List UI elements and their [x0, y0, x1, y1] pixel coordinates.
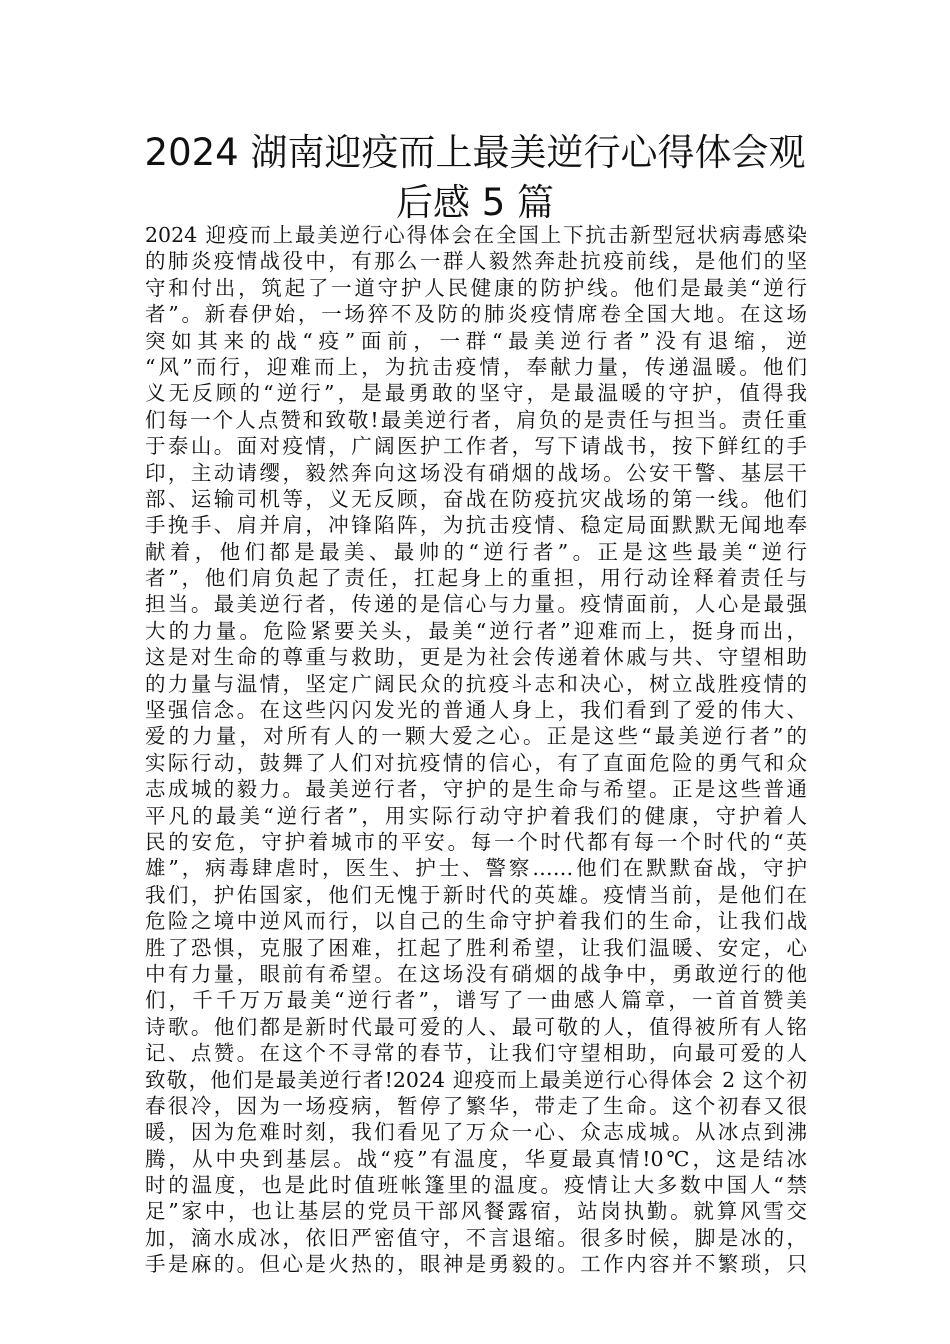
- body-line: 我们，护佑国家，他们无愧于新时代的英雄。疫情当前，是他们在: [145, 882, 807, 907]
- body-line: 的力量与温情，坚定广阔民众的抗疫斗志和决心，树立战胜疫情的: [145, 671, 807, 696]
- body-line: 献着，他们都是最美、最帅的“逆行者”。正是这些最美“逆行: [145, 539, 807, 564]
- body-line: 者”。新春伊始，一场猝不及防的肺炎疫情席卷全国大地。在这场: [145, 302, 807, 327]
- body-line: 们，千千万万最美“逆行者”，谱写了一曲感人篇章，一首首赞美: [145, 988, 807, 1013]
- body-line: 大的力量。危险紧要关头，最美“逆行者”迎难而上，挺身而出，: [145, 618, 807, 643]
- body-line: 突如其来的战“疫”面前，一群“最美逆行者”没有退缩，逆: [145, 328, 807, 353]
- body-line: 这是对生命的尊重与救助，更是为社会传递着休戚与共、守望相助: [145, 645, 807, 670]
- body-line: “风”而行，迎难而上，为抗击疫情，奉献力量，传递温暖。他们: [145, 354, 807, 379]
- body-line: 春很冷，因为一场疫病，暂停了繁华，带走了生命。这个初春又很: [145, 1093, 807, 1118]
- body-line: 们每一个人点赞和致敬!最美逆行者，肩负的是责任与担当。责任重: [145, 407, 807, 432]
- body-line: 记、点赞。在这个不寻常的春节，让我们守望相助，向最可爱的人: [145, 1041, 807, 1066]
- body-line: 于泰山。面对疫情，广阔医护工作者，写下请战书，按下鲜红的手: [145, 434, 807, 459]
- body-line: 者”，他们肩负起了责任，扛起身上的重担，用行动诠释着责任与: [145, 566, 807, 591]
- body-line: 志成城的毅力。最美逆行者，守护的是生命与希望。正是这些普通: [145, 777, 807, 802]
- body-line: 手是麻的。但心是火热的，眼神是勇毅的。工作内容并不繁琐，只: [145, 1252, 807, 1277]
- body-line: 足”家中，也让基层的党员干部风餐露宿，站岗执勤。就算风雪交: [145, 1199, 807, 1224]
- body-line: 危险之境中逆风而行，以自己的生命守护着我们的生命，让我们战: [145, 909, 807, 934]
- document-title: [130, 128, 820, 228]
- body-line: 致敬，他们是最美逆行者!2024 迎疫而上最美逆行心得体会 2 这个初: [145, 1067, 807, 1092]
- body-line: 民的安危，守护着城市的平安。每一个时代都有每一个时代的“英: [145, 829, 807, 854]
- body-line: 义无反顾的“逆行”，是最勇敢的坚守，是最温暖的守护，值得我: [145, 381, 807, 406]
- title-line: 2024 湖南迎疫而上最美逆行心得体会观: [144, 131, 806, 174]
- body-line: 坚强信念。在这些闪闪发光的普通人身上，我们看到了爱的伟大、: [145, 698, 807, 723]
- title-line: 后感 5 篇: [395, 181, 555, 224]
- body-line: 胜了恐惧，克服了困难，扛起了胜利希望，让我们温暖、安定，心: [145, 935, 807, 960]
- body-line: 手挽手、肩并肩，冲锋陷阵，为抗击疫情、稳定局面默默无闻地奉: [145, 513, 807, 538]
- body-line: 诗歌。他们都是新时代最可爱的人、最可敬的人，值得被所有人铭: [145, 1014, 807, 1039]
- body-line: 的肺炎疫情战役中，有那么一群人毅然奔赴抗疫前线，是他们的坚: [145, 249, 807, 274]
- body-line: 暖，因为危难时刻，我们看见了万众一心、众志成城。从冰点到沸: [145, 1120, 807, 1145]
- body-line: 雄”，病毒肆虐时，医生、护士、警察……他们在默默奋战，守护: [145, 856, 807, 881]
- body-line: 2024 迎疫而上最美逆行心得体会在全国上下抗击新型冠状病毒感染: [145, 223, 807, 247]
- body-line: 爱的力量，对所有人的一颗大爱之心。正是这些“最美逆行者”的: [145, 724, 807, 749]
- document-body: [145, 222, 807, 1278]
- body-line: 担当。最美逆行者，传递的是信心与力量。疫情面前，人心是最强: [145, 592, 807, 617]
- body-line: 实际行动，鼓舞了人们对抗疫情的信心，有了直面危险的勇气和众: [145, 750, 807, 775]
- body-line: 中有力量，眼前有希望。在这场没有硝烟的战争中，勇敢逆行的他: [145, 961, 807, 986]
- body-line: 时的温度，也是此时值班帐篷里的温度。疫情让大多数中国人“禁: [145, 1173, 807, 1198]
- body-line: 腾，从中央到基层。战“疫”有温度，华夏最真情!0℃，这是结冰: [145, 1146, 807, 1171]
- body-line: 守和付出，筑起了一道守护人民健康的防护线。他们是最美“逆行: [145, 275, 807, 300]
- body-line: 加，滴水成冰，依旧严密值守，不言退缩。很多时候，脚是冰的，: [145, 1225, 807, 1250]
- body-line: 印，主动请缨，毅然奔向这场没有硝烟的战场。公安干警、基层干: [145, 460, 807, 485]
- body-line: 平凡的最美“逆行者”，用实际行动守护着我们的健康，守护着人: [145, 803, 807, 828]
- body-line: 部、运输司机等，义无反顾，奋战在防疫抗灾战场的第一线。他们: [145, 486, 807, 511]
